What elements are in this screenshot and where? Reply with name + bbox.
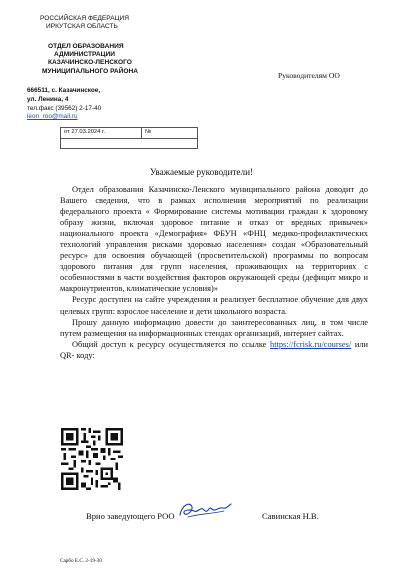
address-line-2: ул. Ленина, 4 xyxy=(27,95,69,103)
executor-info: Сарбо Е.С. 2-19-30 xyxy=(60,558,102,564)
paragraph-4-suffix: или QR- коду: xyxy=(60,339,368,360)
paragraph-2: Ресурс доступен на сайте учреждения и реализует бесплатное обучение для двух целевых групп: взрослое население и дети школьного возраста. xyxy=(60,295,368,316)
org-line-4: МУНИЦИПАЛЬНОГО РАЙОНА xyxy=(42,67,139,75)
address-line-1: 666511, с. Казачинское, xyxy=(27,87,101,94)
paragraph-1: Отдел образования Казачинско-Ленского муниципального района доводит до Вашего сведения, что в рамках исполнения мероприятий по реализации федерального проекта « Формирование системы мотивации граждан к здоровому образу жизни, включая здоровое питание и отказ от вредных привычек» национального проекта «Демография» ФБУН «ФНЦ медико-профилактических технологий управления рисками здоровью населения» создан «Образовательный ресурс» для освоения обучающей (просветительской) программы по вопросам здорового питания для групп населения, проживающих на территориях с особенностями в части воздействия факторов окружающей среды (дефицит микро и макронутриентов, климатические условия)» xyxy=(60,185,368,294)
registration-divider xyxy=(141,128,142,138)
courses-link[interactable]: https://fcrisk.ru/courses/ xyxy=(270,339,352,349)
addressee: Руководителям ОО xyxy=(278,71,340,80)
paragraph-4-text: Общий доступ к ресурсу осуществляется по ссылке xyxy=(72,339,267,349)
registration-box xyxy=(60,127,198,149)
signatory-name: Савинская Н.В. xyxy=(262,511,319,521)
email-link[interactable]: leon_roo@mail.ru xyxy=(27,113,78,120)
greeting: Уважаемые руководители! xyxy=(149,167,254,177)
letterhead-country-region xyxy=(40,15,200,32)
letterhead-address xyxy=(27,87,197,113)
handwritten-signature xyxy=(176,497,234,523)
signatory-position: Врио заведующего РОО xyxy=(86,511,175,521)
registration-date: от 27.03.2024 г. xyxy=(64,129,106,135)
phone-fax: тел.факс (39562) 2-17-40 xyxy=(27,104,102,112)
letterhead-organization xyxy=(44,43,204,76)
paragraph-3: Прошу данную информацию довести до заинтересованных лиц, в том числе путем размещения на информационных стендах организаций, интернет сайтах. xyxy=(60,317,368,338)
qr-code xyxy=(61,428,123,490)
letterhead-country: РОССИЙСКАЯ ФЕДЕРАЦИЯ xyxy=(40,15,129,22)
org-line-1: ОТДЕЛ ОБРАЗОВАНИЯ xyxy=(48,43,124,50)
org-line-3: КАЗАЧИНСКО-ЛЕНСКОГО xyxy=(48,59,132,67)
letterhead-region: ИРКУТСКАЯ ОБЛАСТЬ xyxy=(46,23,118,31)
org-line-2: АДМИНИСТРАЦИИ xyxy=(54,51,115,59)
registration-number-label: № xyxy=(145,129,152,135)
paragraph-4 xyxy=(60,339,368,361)
letter-body xyxy=(60,184,368,361)
